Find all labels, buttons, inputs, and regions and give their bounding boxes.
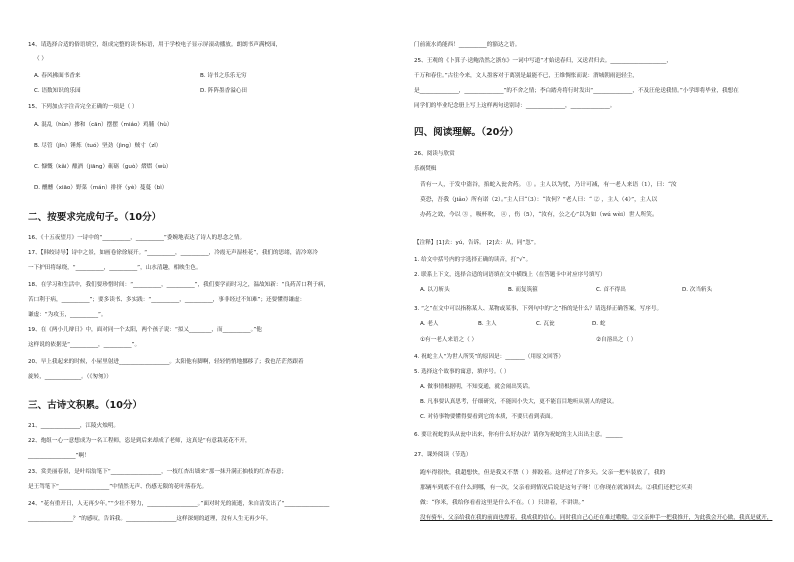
q26-sub5-option-a: A. 做事情根据明，不知变通，就会闹出笑话。 [420, 384, 534, 390]
q26-sub3: 3. “之”在文中可以指称某人、某物或某事，下列句中的“之”指的是什么？请选择正确答案，写序号。 [414, 306, 663, 312]
section-4-heading: 四、阅读理解。（20分） [414, 127, 519, 138]
q26-passage [420, 178, 770, 226]
q20-line1: 20、早上我起来的时候，小屋里射进__________________。太阳他有脚啊，轻轻悄悄地挪移了；我也茫茫然跟着 [28, 359, 304, 365]
q26-sub2: 2. 联系上下文，选择合适的词语填在文中横线上（在答题卡中对应序号填写） [414, 272, 606, 278]
q26-sub3-option-c: C. 瓦瓮 [536, 321, 555, 327]
q19-line2: 这样说的依据是“__________，__________”。 [28, 342, 141, 348]
q26-sub3-option-a: A. 老人 [420, 321, 439, 327]
q26-sub1: 1. 给文中括号内的字选择正确的读音，打“√”。 [414, 257, 532, 263]
section-2-heading: 二、按要求完成句子。（10分） [28, 212, 162, 223]
q26-sub5: 5. 选择这个故事的寓意，填序号。（ ） [414, 369, 510, 375]
q26-passage-line: 莫恐，吾我（jiǎo）所有诺（2）。”主人曰“（3）：“汝何？”老人曰：“ ② ，主人（4）”，主人以 [420, 197, 658, 203]
q27-passage-line: 没有骑车，父亲给我在我的前面也撑着，我成我的信心。同时我自己心还在难过嗷嗷。②父亲伸手一把我推开，为此我会开心做，我真是就开， [420, 515, 773, 521]
q25-line1: 25、王观的《卜算子·送鲍浩然之浙东》一词中写道“才始送春归，又送君归去。____________________， [414, 58, 672, 64]
q18-line3: 谦虚：“为攻玉，__________”。 [28, 312, 107, 318]
q17-line2: 一下护田将绿绕，“__________，__________”，山水清趣，相映生色。 [28, 265, 202, 271]
q24-line2: ________________？”的感叹，告诉我。__________________这样深刻的道理，没有人生无再少年。 [28, 516, 272, 522]
q22-line2: _________________”啊！ [28, 453, 90, 459]
q26-sub2-option-d: D. 次当斩头 [682, 287, 713, 293]
q26-sub5-option-b: B. 凡事要认真思考，仔细研究，不能因小失大，更不能盲目地听从别人的建议。 [420, 399, 618, 405]
q20-line2: 旋转，_____________。（《匆匆》） [28, 374, 112, 380]
q26-passage-line: 办药之效，今以 ③ ，吸杯吹， ④ ，伤（5），“汝有，公之心”以为如（wú wèi）世人所笑。 [420, 212, 658, 218]
q26-note: 【注释】[1]去：yú，告诉。 [2]去：从，同“忽”。 [414, 240, 540, 246]
q26-sub6: 6. 要让祝蛇的头从瓮中出来，你有什么好办法？请你为祝蛇的主人出出主意。______ [414, 432, 623, 438]
q18-line2: 苦口利于病，__________”；要多读书、多实践：“__________，__________，事非经过不知难”；还要懂得谦虚： [28, 297, 306, 303]
q27-passage-line: 那辆车到底不在什么到哪，有一次，父亲看到情况后说是这句子呀！①你现在就该回去。②我们还把它买卖 [420, 485, 693, 491]
q18-line1: 18、在学习和生活中，我们要珍惜时间：“__________，__________”，我们要学而时习之，温故知新：“良药苦口利于病， [28, 282, 330, 288]
section-3-heading: 三、古诗文积累。（10分） [28, 400, 143, 411]
q14-option-b: B. 诗书之乐乐无穷 [200, 73, 247, 79]
q23-line1: 23、赏美丽春景，是叶绍翁笔下“__________________，一枝红杏出墙来”那一抹升满正抽枝的红杏春意； [28, 469, 288, 475]
q26-sub2-option-a: A. 以刀斩头 [420, 287, 450, 293]
q24-line1: 24、“花有重开日，人无再少年。”“少壮不努力，__________________。”面对时光的流逝，朱自清发出了“________________ [28, 501, 330, 507]
q25-line4: 同学们的毕业纪念册上写上这样两句送别诗：______________，______________。 [414, 103, 616, 109]
q15-stem: 15、下列加点字注音完全正确的一项是（ ） [28, 104, 138, 110]
q27-passage-line: 跑车得很快，我超想快，但是我又不禁（ ）摔跤着。这样过了许多天。父亲一把车装放了，我的 [420, 470, 666, 476]
q15-option-d: D. 醺醺（xiāo）野菜（mán）排挤（yè）蔓蔓（bì） [34, 185, 168, 191]
q15-option-c: C. 慷慨（kǎi）酿酒（jiāng）砺砺（ɡuò）熠熠（wù） [34, 164, 172, 170]
q26-sub3-item-1: ①有一老人来语之（ ） [420, 337, 478, 343]
q26-sub5-option-c: C. 对待事物要懂得要看到它的本质，不要只看到表面。 [420, 414, 557, 420]
q17-line1: 17、【韩皎诗导】诗中之景，如画卷徐徐展开。“__________，__________，冷霞无声湿桂花”，我们的思绪，清冷寒冷 [28, 250, 318, 256]
q27-passage [420, 466, 773, 526]
q27-passage-line: 做：“你米，我给你看看这里是什么不在。（ ）只讲着，不讲讲。” [420, 500, 585, 506]
q25-line3: 是______________，______________”的不舍之情；李白踏舟将行时发出“______________，不及汪伦送我情。”小学即将毕业，我想在 [414, 88, 739, 94]
q14-option-d: D. 阵阵墨香溢心田 [200, 88, 248, 94]
q15-option-a: A. 混乱（hùn）掺和（cān）摆摆（miáo）鸡脯（hù） [34, 122, 173, 128]
q26-passage-title: 乐祸焚楫 [414, 166, 437, 172]
q14-answer-paren: （ ） [34, 56, 47, 62]
q26-sub2-option-b: B. 而复筑箍 [508, 287, 538, 293]
q14-stem: 14、请选择合适的俗语填空，组成完整的读书标语，用于学校电子显示屏滚动播放。朗朗书声满校园， [28, 42, 282, 48]
q14-option-a: A. 春风拂面书香来 [34, 73, 81, 79]
q14-option-c: C. 语数知识的乐园 [34, 88, 81, 94]
q26-sub3-option-d: D. 蛇 [592, 321, 606, 327]
q21: 21、______________，江陵火烛明。 [28, 423, 120, 429]
q26-label: 26、阅读与欣赏 [414, 151, 455, 157]
q26-sub3-option-b: B. 主人 [478, 321, 497, 327]
q24-continuation: 门前流水尚能西！__________的豁达之语。 [414, 42, 521, 48]
q15-option-b: B. 尽管（jǐn）锤炼（tuó）坚劲（jìng）贼寸（zǐ） [34, 143, 162, 149]
q16: 16、《十五夜望月》一诗中的“__________，__________”委婉地表达了诗人的思念之情。 [28, 235, 246, 241]
q26-sub2-option-c: C. 首不得出 [596, 287, 626, 293]
q25-line2: 千万和春住。”古往今来，文人墨客对于离别是最能不已，王维惆怅而说：渭城朝雨浥轻尘， [414, 73, 638, 79]
q22-line1: 22、炮组一心一意想成为一名工程师，恣是到后来却成了老师，这真是“有意栽花花不开， [28, 438, 251, 444]
q27-label: 27、课外阅读（节选） [414, 452, 472, 458]
q26-sub3-item-2: ②自溶出之（ ） [596, 337, 637, 343]
q26-sub4: 4. 祝蛇主人“为世人所笑”的原因是：_______（用原文回答） [414, 354, 564, 360]
q19-line1: 19、在《两小儿辩日》中，面对同一个太阳，两个孩子说：“拟乂________，而__________。”他 [28, 327, 262, 333]
q26-passage-line: 昔有一人，于发中盗谷，掐蛇入瓮舍药。 ① 。主人以为忧，乃计可减，有一老人来语（1），曰：“汝 [420, 182, 677, 188]
q23-line2: 是王驾笔下“__________________”中情然无声、伤感无限的花叶落春光。 [28, 484, 208, 490]
